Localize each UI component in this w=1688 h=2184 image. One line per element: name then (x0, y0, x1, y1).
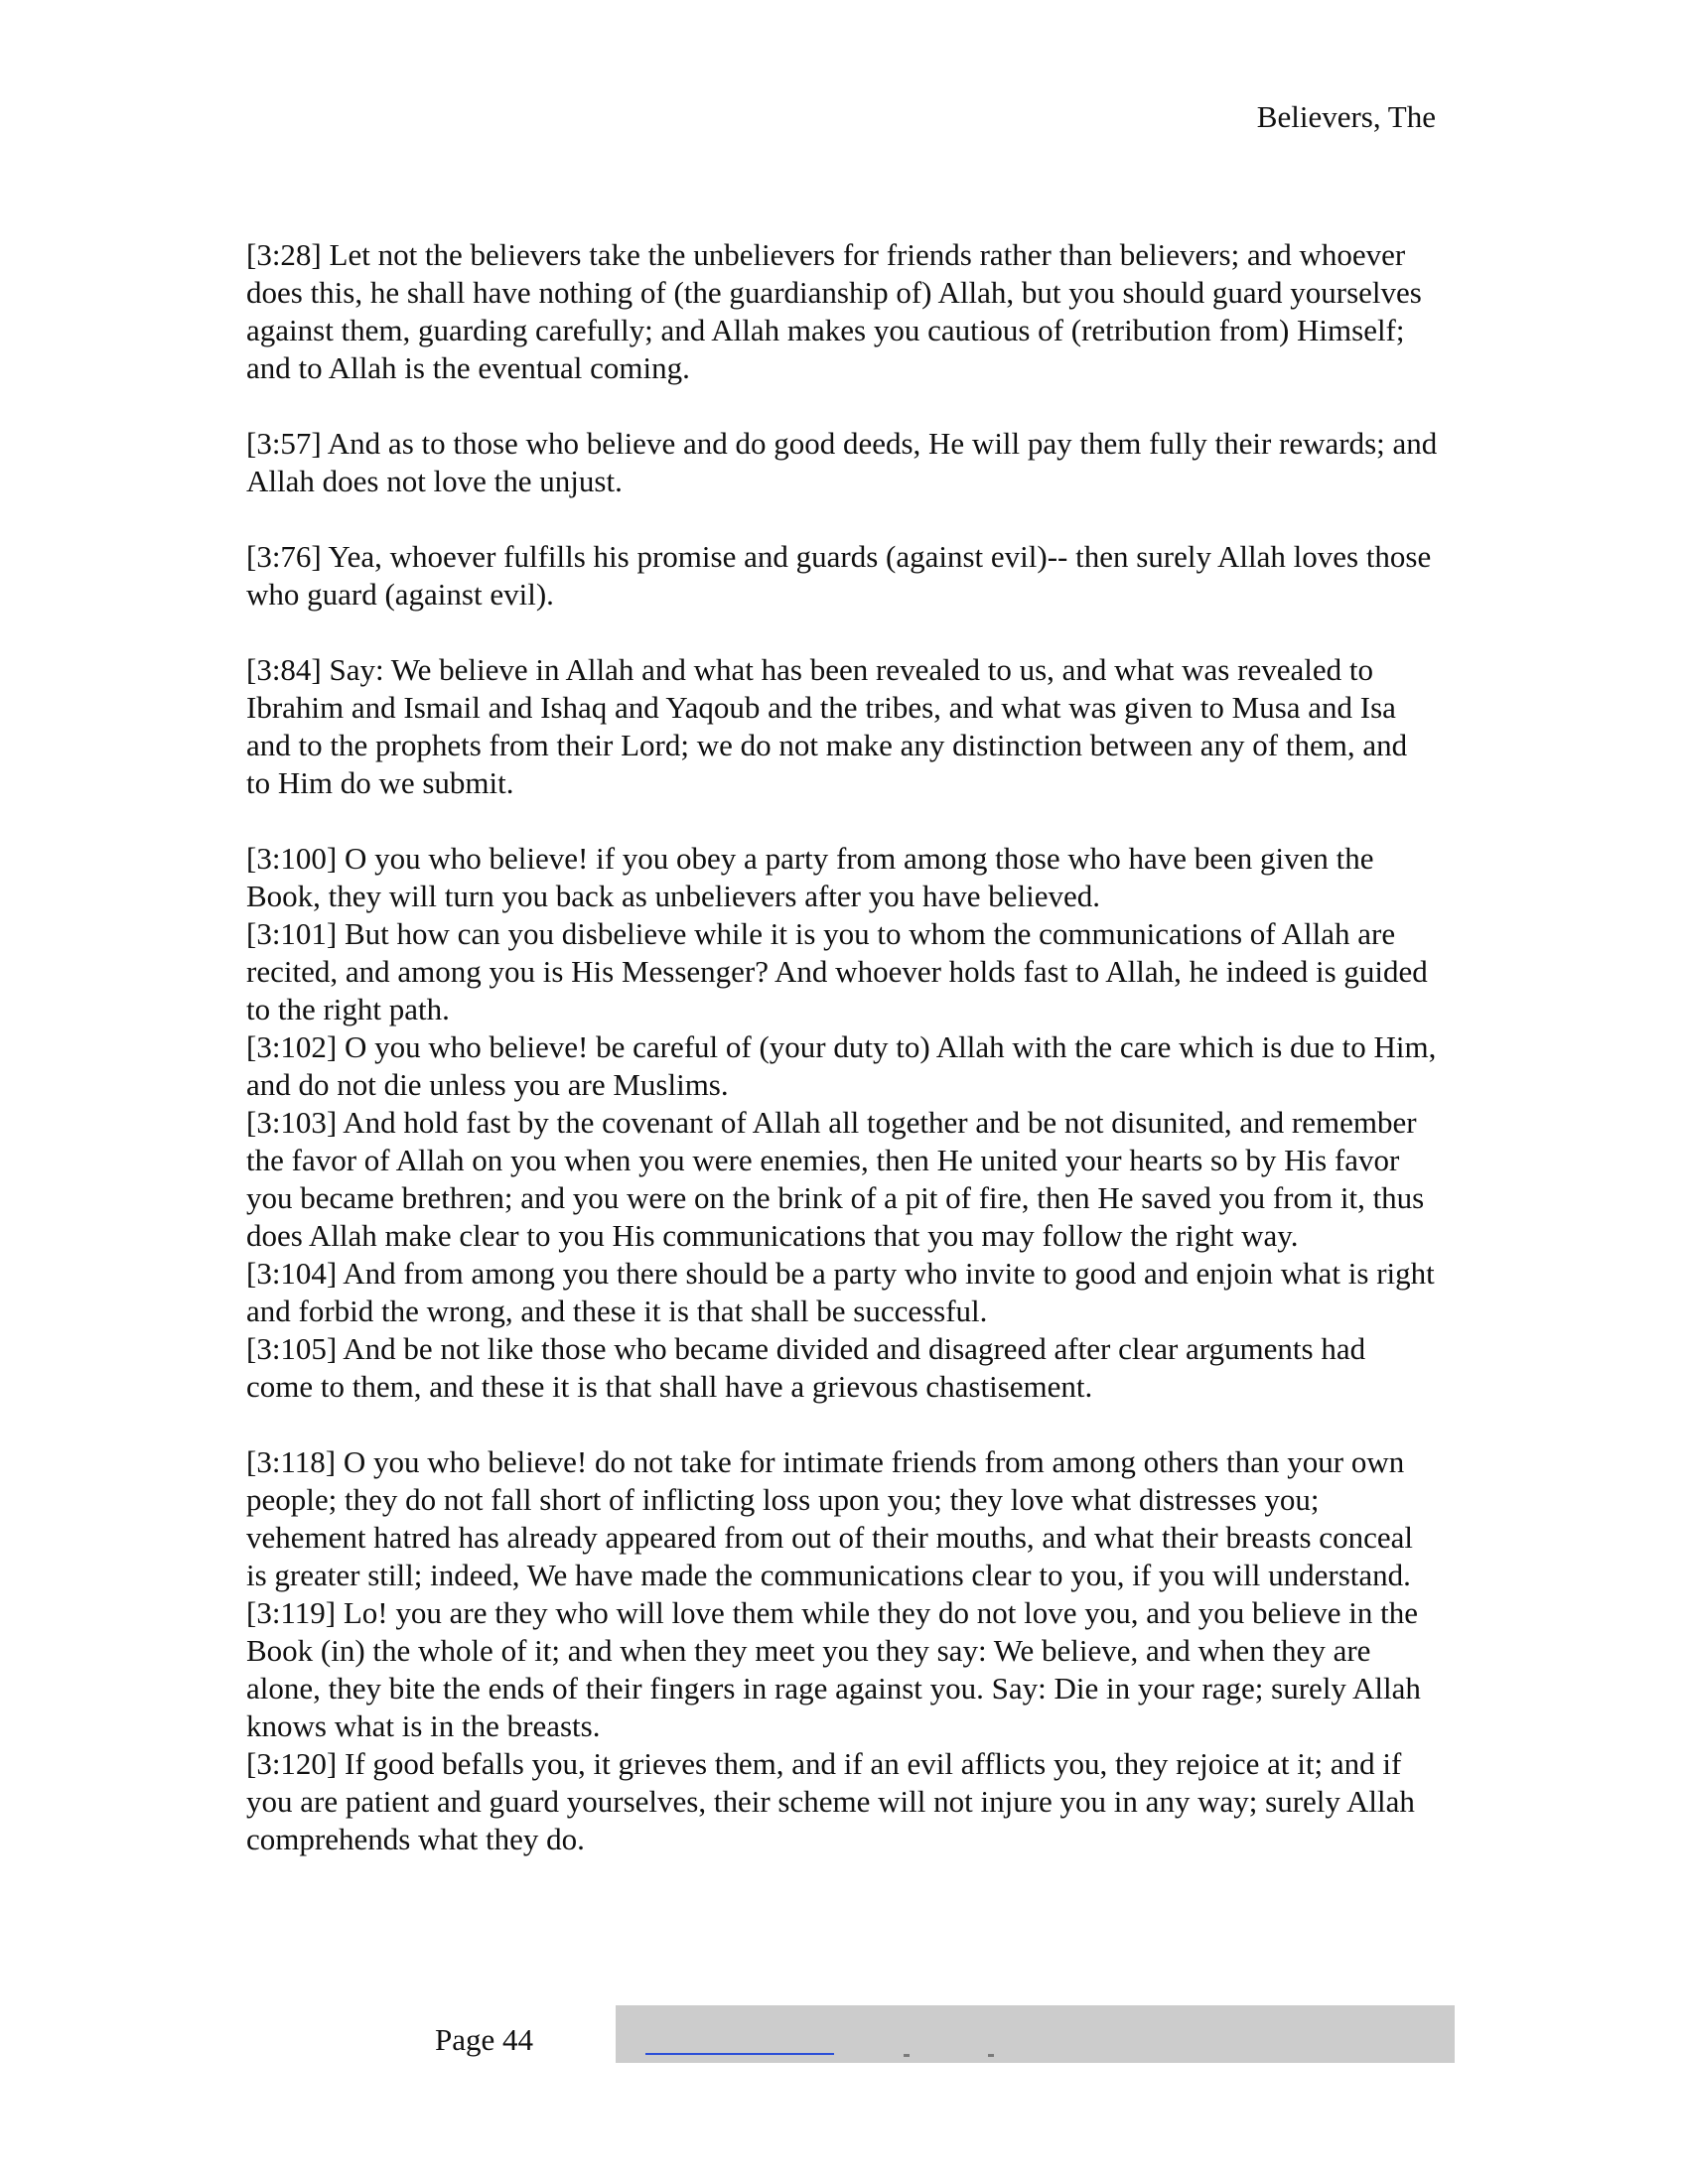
verse-3-28: [3:28] Let not the believers take the unbelievers for friends rather than believers; and whoever does this, he shall have nothing of (the guardianship of) Allah, but you should guard yourselves against them, guarding carefully; and Allah makes you cautious of (retribution from) Himself; and to Allah is the eventual coming. (246, 237, 1422, 385)
verse-3-103: [3:103] And hold fast by the covenant of Allah all together and be not disunited, and remember the favor of Allah on you when you were enemies, then He united your hearts so by His favor you became brethren; and you were on the brink of a pit of fire, then He saved you from it, thus does Allah make clear to you His communications that you may follow the right way. (246, 1105, 1425, 1253)
verse-3-76: [3:76] Yea, whoever fulfills his promise and guards (against evil)-- then surely Allah loves those who guard (against evil). (246, 539, 1432, 612)
document-body (246, 236, 1438, 1896)
page-number: Page 44 (435, 2022, 534, 2057)
page-header-title: Believers, The (1256, 99, 1436, 134)
verse-3-102: [3:102] O you who believe! be careful of (your duty to) Allah with the care which is due to Him, and do not die unless you are Muslims. (246, 1029, 1437, 1102)
footer-link-underline[interactable] (645, 2053, 834, 2055)
paragraph-3-118-120 (246, 1443, 1438, 1858)
paragraph-3-28 (246, 236, 1438, 387)
verse-3-105: [3:105] And be not like those who became divided and disagreed after clear arguments had come to them, and these it is that shall have a grievous chastisement. (246, 1331, 1366, 1404)
verse-3-119: [3:119] Lo! you are they who will love them while they do not love you, and you believe in the Book (in) the whole of it; and when they meet you they say: We believe, and when they are alone, they bite the ends of their fingers in rage against you. Say: Die in your rage; surely Allah knows what is in the breasts. (246, 1595, 1421, 1743)
verse-3-57: [3:57] And as to those who believe and do good deeds, He will pay them fully their rewards; and Allah does not love the unjust. (246, 426, 1438, 498)
verse-3-120: [3:120] If good befalls you, it grieves them, and if an evil afflicts you, they rejoice at it; and if you are patient and guard yourselves, their scheme will not injure you in any way; surely Allah comprehends what they do. (246, 1746, 1415, 1856)
footer-banner (616, 2005, 1455, 2063)
verse-3-100: [3:100] O you who believe! if you obey a party from among those who have been given the Book, they will turn you back as unbelievers after you have believed. (246, 841, 1374, 913)
paragraph-3-84 (246, 651, 1438, 802)
paragraph-3-100-105 (246, 840, 1438, 1406)
verse-3-84: [3:84] Say: We believe in Allah and what has been revealed to us, and what was revealed to Ibrahim and Ismail and Ishaq and Yaqoub and the tribes, and what was given to Musa and Isa and to the prophets from their Lord; we do not make any distinction between any of them, and to Him do we submit. (246, 652, 1408, 800)
verse-3-101: [3:101] But how can you disbelieve while it is you to whom the communications of Allah are recited, and among you is His Messenger? And whoever holds fast to Allah, he indeed is guided to the right path. (246, 916, 1428, 1026)
footer-mark (988, 2054, 994, 2057)
paragraph-3-76 (246, 538, 1438, 614)
verse-3-104: [3:104] And from among you there should be a party who invite to good and enjoin what is right and forbid the wrong, and these it is that shall be successful. (246, 1256, 1435, 1328)
paragraph-3-57 (246, 425, 1438, 500)
verse-3-118: [3:118] O you who believe! do not take for intimate friends from among others than your own people; they do not fall short of inflicting loss upon you; they love what distresses you; vehement hatred has already appeared from out of their mouths, and what their breasts conceal is greater still; indeed, We have made the communications clear to you, if you will understand. (246, 1444, 1413, 1592)
footer-mark (904, 2054, 910, 2057)
